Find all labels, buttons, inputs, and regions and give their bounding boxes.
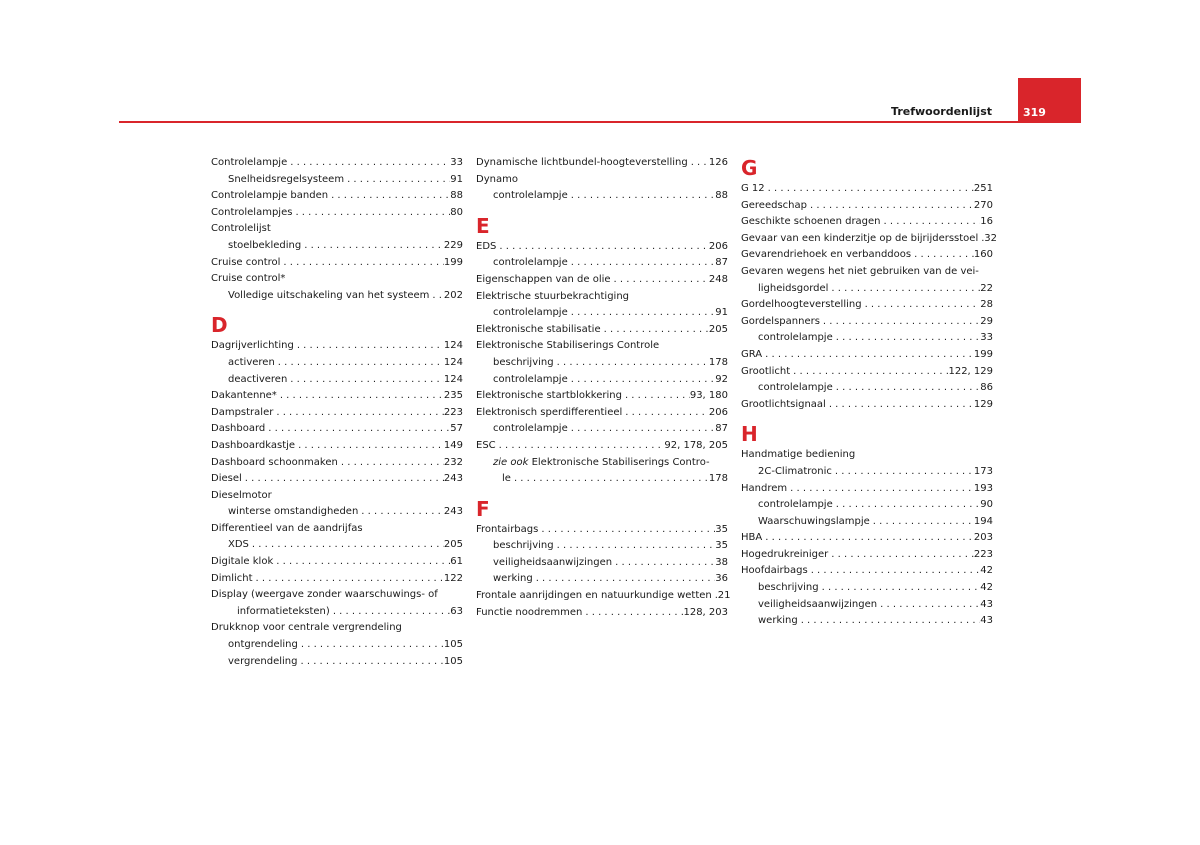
entry-page: 32	[984, 232, 997, 244]
dot-leader	[568, 188, 716, 205]
entry-page: 57	[450, 423, 463, 435]
entry-term: EDS	[476, 240, 497, 252]
entry-term: Gevarendriehoek en verbanddoos	[741, 249, 912, 261]
index-entry	[211, 255, 463, 272]
dot-leader	[877, 597, 980, 614]
entry-term: Diesel	[211, 473, 242, 485]
dot-leader	[496, 438, 665, 455]
entry-page: 248	[708, 273, 728, 285]
dot-leader	[568, 305, 716, 322]
entry-page: 36	[715, 573, 728, 585]
dot-leader	[538, 522, 715, 539]
index-entry	[741, 264, 993, 281]
dot-leader	[338, 455, 444, 472]
entry-term: ligheidsgordel	[758, 282, 829, 294]
entry-term: Dashboard schoonmaken	[211, 456, 338, 468]
index-entry	[476, 322, 728, 339]
section-letter: G	[741, 156, 758, 180]
index-entry	[741, 281, 993, 298]
index-entry	[476, 438, 728, 455]
entry-term: ESC	[476, 439, 496, 451]
dot-leader	[568, 372, 716, 389]
entry-page: 87	[715, 257, 728, 269]
entry-term: beschrijving	[493, 356, 554, 368]
entry-term: le	[502, 473, 511, 485]
dot-leader	[862, 297, 981, 314]
index-entry	[741, 247, 993, 264]
entry-term: deactiveren	[228, 373, 288, 385]
section-letter: D	[211, 313, 228, 338]
entry-page: 149	[443, 439, 463, 451]
index-entry	[211, 388, 463, 405]
entry-page: 43	[980, 598, 993, 610]
entry-term: Frontairbags	[476, 523, 539, 535]
entry-term: Hogedrukreiniger	[741, 548, 829, 560]
entry-term: Drukknop voor centrale vergrendeling	[211, 622, 402, 634]
entry-page: 270	[973, 199, 993, 211]
entry-page: 124	[443, 356, 463, 368]
index-entry	[741, 397, 993, 414]
dot-leader	[265, 421, 450, 438]
index-entry	[211, 504, 463, 521]
index-entry	[741, 613, 993, 630]
entry-term: controlelampje	[493, 307, 568, 319]
entry-term: zie ook Elektronische Stabiliserings Contro-	[493, 456, 710, 468]
dot-leader	[295, 438, 444, 455]
entry-term: Gevaren wegens het niet gebruiken van de vei-	[741, 265, 979, 277]
entry-term: vergrendeling	[228, 655, 298, 667]
index-entry	[476, 555, 728, 572]
entry-term: controlelampje	[493, 423, 568, 435]
entry-page: 86	[980, 382, 993, 394]
entry-page: 88	[715, 190, 728, 202]
entry-term: GRA	[741, 348, 763, 360]
entry-term: HBA	[741, 532, 763, 544]
index-entry	[211, 421, 463, 438]
entry-page: 205	[443, 539, 463, 551]
entry-term: Gereedschap	[741, 199, 807, 211]
dot-leader	[287, 155, 450, 172]
index-entry	[211, 188, 463, 205]
index-entry	[211, 521, 463, 538]
entry-page: 105	[443, 655, 463, 667]
index-entry	[741, 297, 993, 314]
entry-page: 87	[715, 423, 728, 435]
index-entry	[211, 155, 463, 172]
dot-leader	[328, 188, 450, 205]
dot-leader	[301, 238, 444, 255]
index-entry	[741, 231, 997, 248]
dot-leader	[601, 322, 709, 339]
index-entry	[476, 372, 728, 389]
entry-term: Gordelhoogteverstelling	[741, 299, 862, 311]
entry-term: Volledige uitschakeling van het systeem	[228, 289, 430, 301]
index-entry	[211, 620, 463, 637]
dot-leader	[554, 355, 709, 372]
dot-leader	[832, 464, 974, 481]
index-entry	[476, 305, 728, 322]
dot-leader	[881, 214, 981, 231]
index-entry	[476, 538, 728, 555]
dot-leader	[622, 405, 709, 422]
dot-leader	[292, 205, 450, 222]
entry-term: Functie noodremmen	[476, 606, 583, 618]
entry-term: Handrem	[741, 482, 788, 494]
dot-leader	[622, 388, 690, 405]
dot-leader	[277, 388, 444, 405]
entry-page: 205	[708, 323, 728, 335]
entry-page: 35	[715, 540, 728, 552]
index-entry	[211, 238, 463, 255]
index-entry	[741, 330, 993, 347]
entry-page: 105	[443, 639, 463, 651]
dot-leader	[273, 554, 450, 571]
entry-term: controlelampje	[758, 332, 833, 344]
index-entry	[211, 604, 463, 621]
index-entry	[211, 554, 463, 571]
entry-term: controlelampje	[493, 257, 568, 269]
entry-page: 16	[980, 216, 993, 228]
dot-leader	[833, 380, 981, 397]
entry-page: 22	[980, 282, 993, 294]
index-entry	[476, 239, 728, 256]
index-entry	[211, 172, 463, 189]
dot-leader	[298, 637, 444, 654]
entry-term: Snelheidsregelsysteem	[228, 173, 345, 185]
dot-leader	[496, 239, 709, 256]
entry-term: Cruise control*	[211, 273, 286, 285]
index-entry	[211, 372, 463, 389]
index-entry	[741, 530, 993, 547]
index-entry	[741, 580, 993, 597]
entry-page: 35	[715, 523, 728, 535]
entry-term: Hoofdairbags	[741, 565, 808, 577]
entry-term: Eigenschappen van de olie	[476, 273, 611, 285]
dot-leader	[828, 547, 974, 564]
dot-leader	[429, 288, 444, 305]
index-entry	[211, 438, 463, 455]
entry-term: Gordelspanners	[741, 315, 820, 327]
index-entry	[476, 355, 728, 372]
index-entry	[211, 355, 463, 372]
index-entry	[741, 181, 993, 198]
dot-leader	[275, 355, 444, 372]
entry-term: Grootlicht	[741, 365, 791, 377]
dot-leader	[249, 537, 444, 554]
index-column-1	[211, 155, 463, 670]
entry-term: Controlelampje banden	[211, 190, 329, 202]
index-entry	[211, 571, 463, 588]
dot-leader	[820, 314, 980, 331]
index-entry	[211, 338, 463, 355]
index-entry	[211, 488, 463, 505]
index-entry	[211, 271, 463, 288]
dot-leader	[611, 272, 709, 289]
entry-term: Geschikte schoenen dragen	[741, 216, 881, 228]
entry-page: 21	[717, 590, 731, 602]
entry-term: Controlelijst	[211, 223, 271, 235]
entry-term: Waarschuwingslampje	[758, 515, 870, 527]
entry-page: 91	[450, 173, 463, 185]
entry-page: 178	[708, 356, 728, 368]
dot-leader	[568, 255, 716, 272]
dot-leader	[833, 497, 981, 514]
entry-term: ontgrendeling	[228, 639, 298, 651]
entry-page: 33	[980, 332, 993, 344]
index-entry	[211, 455, 463, 472]
entry-page: 33	[450, 157, 463, 168]
header-rule	[119, 121, 1081, 123]
entry-page: 122, 129	[948, 365, 993, 377]
entry-page: 92, 178, 205	[664, 439, 728, 451]
dot-leader	[358, 504, 444, 521]
entry-term: Differentieel van de aandrijfas	[211, 522, 363, 534]
entry-term: stoelbekleding	[228, 239, 302, 251]
entry-page: 29	[980, 315, 993, 327]
index-entry	[211, 471, 463, 488]
index-entry	[476, 388, 728, 405]
entry-page: 223	[443, 406, 463, 418]
dot-leader	[344, 172, 450, 189]
entry-term: controlelampje	[493, 373, 568, 385]
entry-page: 122	[443, 572, 463, 584]
entry-page: 160	[973, 249, 993, 261]
dot-leader	[287, 372, 444, 389]
entry-term: Display (weergave zonder waarschuwings- of	[211, 589, 438, 601]
entry-page: 203	[973, 532, 993, 544]
entry-page: 199	[443, 256, 463, 268]
index-entry	[476, 605, 728, 622]
dot-leader	[280, 255, 443, 272]
entry-term: Frontale aanrijdingen en natuurkundige wetten	[476, 590, 712, 602]
index-entry	[741, 464, 993, 481]
dot-leader	[568, 421, 716, 438]
entry-term: Gevaar van een kinderzitje op de bijrijdersstoel	[741, 232, 979, 244]
dot-leader	[294, 338, 444, 355]
index-entry	[476, 405, 728, 422]
entry-page: 124	[443, 373, 463, 385]
entry-term: werking	[758, 615, 798, 627]
dot-leader	[533, 571, 716, 588]
index-entry	[211, 637, 463, 654]
index-entry	[211, 288, 463, 305]
entry-term: Elektronische startblokkering	[476, 390, 622, 402]
entry-term: Elektronische Stabiliserings Controle	[476, 340, 660, 352]
dot-leader	[273, 405, 444, 422]
entry-page: 93, 180	[689, 390, 728, 402]
index-entry	[476, 421, 728, 438]
dot-leader	[808, 563, 981, 580]
dot-leader	[819, 580, 981, 597]
entry-page: 42	[980, 565, 993, 577]
entry-term: controlelampje	[493, 190, 568, 202]
index-column-2	[476, 155, 731, 621]
index-entry	[211, 405, 463, 422]
entry-term: beschrijving	[758, 582, 819, 594]
entry-term: veiligheidsaanwijzingen	[493, 556, 613, 568]
entry-page: 124	[443, 340, 463, 352]
dot-leader	[582, 605, 683, 622]
entry-term: Dagrijverlichting	[211, 340, 294, 352]
index-entry	[211, 587, 463, 604]
entry-term: Controlelampjes	[211, 206, 293, 218]
index-entry	[211, 205, 463, 222]
entry-page: 126	[708, 157, 728, 168]
dot-leader	[826, 397, 974, 414]
dot-leader	[612, 555, 715, 572]
index-entry	[211, 654, 463, 671]
entry-term: controlelampje	[758, 499, 833, 511]
entry-page: 178	[708, 473, 728, 485]
entry-term: activeren	[228, 356, 275, 368]
entry-term: beschrijving	[493, 540, 554, 552]
entry-page: 173	[973, 465, 993, 477]
entry-term: Cruise control	[211, 256, 281, 268]
dot-leader	[511, 471, 709, 488]
dot-leader	[762, 530, 974, 547]
entry-page: 63	[450, 605, 463, 617]
index-entry	[741, 514, 993, 531]
dot-leader	[762, 347, 974, 364]
entry-page: 235	[443, 390, 463, 402]
entry-term: winterse omstandigheden	[228, 506, 359, 518]
index-entry	[741, 547, 993, 564]
page-number-box	[1018, 78, 1081, 123]
index-entry	[741, 314, 993, 331]
index-entry	[741, 380, 993, 397]
dot-leader	[787, 481, 974, 498]
entry-term: Digitale klok	[211, 556, 274, 568]
section-letter: H	[741, 422, 758, 447]
page-number: 319	[1023, 106, 1046, 119]
index-entry	[476, 588, 731, 605]
entry-term: Dynamische lichtbundel-hoogteverstelling	[476, 157, 688, 168]
dot-leader	[253, 571, 444, 588]
index-entry	[741, 497, 993, 514]
index-entry	[211, 221, 463, 238]
dot-leader	[798, 613, 981, 630]
entry-term: G 12	[741, 183, 765, 194]
entry-page: 199	[973, 348, 993, 360]
entry-page: 251	[973, 183, 993, 194]
entry-term: Elektrische stuurbekrachtiging	[476, 290, 630, 302]
entry-term: Dynamo	[476, 173, 518, 185]
entry-term: Dampstraler	[211, 406, 274, 418]
dot-leader	[242, 471, 444, 488]
entry-term: informatieteksten)	[237, 605, 330, 617]
entry-term: XDS	[228, 539, 249, 551]
index-entry	[476, 522, 728, 539]
index-entry	[476, 272, 728, 289]
dot-leader	[765, 181, 974, 198]
index-entry	[741, 198, 993, 215]
entry-page: 206	[708, 240, 728, 252]
entry-term: Dakantenne*	[211, 390, 277, 402]
index-entry	[476, 571, 728, 588]
dot-leader	[554, 538, 716, 555]
entry-page: 243	[443, 473, 463, 485]
entry-page: 128, 203	[683, 606, 728, 618]
entry-term: Dashboard	[211, 423, 266, 435]
dot-leader	[833, 330, 981, 347]
entry-term: 2C-Climatronic	[758, 465, 832, 477]
entry-term: Controlelampje	[211, 157, 288, 168]
entry-term: Dashboardkastje	[211, 439, 296, 451]
section-letter: E	[476, 213, 490, 238]
entry-page: 91	[715, 307, 728, 319]
index-entry	[476, 172, 728, 189]
entry-page: 129	[973, 398, 993, 410]
entry-term: veiligheidsaanwijzingen	[758, 598, 878, 610]
dot-leader	[688, 155, 709, 172]
index-entry	[741, 481, 993, 498]
dot-leader	[790, 364, 948, 381]
index-entry	[741, 563, 993, 580]
dot-leader	[828, 281, 980, 298]
index-entry	[476, 255, 728, 272]
index-entry	[741, 214, 993, 231]
entry-page: 43	[980, 615, 993, 627]
entry-page: 28	[980, 299, 993, 311]
entry-term: Dimlicht	[211, 572, 253, 584]
entry-term: Handmatige bediening	[741, 449, 856, 461]
dot-leader	[911, 247, 974, 264]
index-entry	[741, 597, 993, 614]
dot-leader	[870, 514, 974, 531]
entry-page: 88	[450, 190, 463, 202]
dot-leader	[807, 198, 974, 215]
index-entry	[211, 537, 463, 554]
entry-term: Grootlichtsignaal	[741, 398, 826, 410]
entry-page: 194	[973, 515, 993, 527]
entry-page: 232	[443, 456, 463, 468]
entry-page: 243	[443, 506, 463, 518]
index-column-3	[741, 155, 997, 630]
dot-leader	[297, 654, 443, 671]
entry-term: werking	[493, 573, 533, 585]
entry-page: 42	[980, 582, 993, 594]
index-entry	[476, 338, 728, 355]
section-letter: F	[476, 496, 490, 521]
index-entry	[476, 471, 728, 488]
entry-page: 202	[443, 289, 463, 301]
entry-page: 206	[708, 406, 728, 418]
index-entry	[741, 347, 993, 364]
entry-page: 92	[715, 373, 728, 385]
entry-page: 223	[973, 548, 993, 560]
dot-leader	[330, 604, 450, 621]
index-entry	[476, 155, 728, 172]
index-entry	[741, 447, 993, 464]
page-title: Trefwoordenlijst	[891, 105, 992, 118]
index-entry	[741, 364, 993, 381]
entry-page: 38	[715, 556, 728, 568]
entry-page: 80	[450, 206, 463, 218]
entry-term: controlelampje	[758, 382, 833, 394]
index-entry	[476, 188, 728, 205]
entry-term: Dieselmotor	[211, 489, 272, 501]
entry-term: Elektronische stabilisatie	[476, 323, 601, 335]
index-entry	[476, 455, 728, 472]
entry-page: 193	[973, 482, 993, 494]
index-entry	[476, 289, 728, 306]
entry-page: 61	[450, 556, 463, 568]
entry-page: 229	[443, 239, 463, 251]
entry-term: Elektronisch sperdifferentieel	[476, 406, 623, 418]
entry-page: 90	[980, 499, 993, 511]
